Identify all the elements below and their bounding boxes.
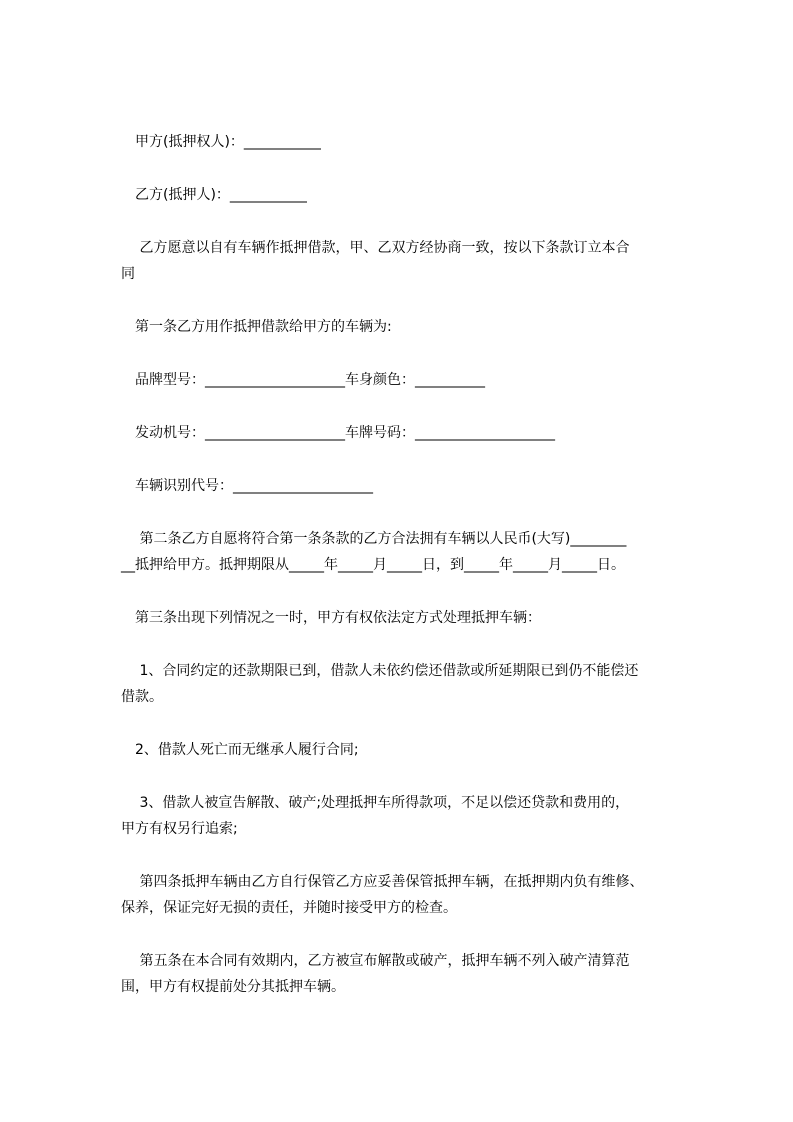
article-3-item-3-line-2: 甲方有权另行追索; xyxy=(121,821,238,837)
article-5-line-1: 第五条在本合同有效期内，乙方被宣布解散或破产，抵押车辆不列入破产清算范 xyxy=(135,953,630,969)
vehicle-engine-plate-line: 发动机号：____________________车牌号码：____________________ xyxy=(135,425,555,441)
preamble-line-1: 乙方愿意以自有车辆作抵押借款，甲、乙双方经协商一致，按以下条款订立本合 xyxy=(135,240,630,256)
article-5-line-2: 围，甲方有权提前处分其抵押车辆。 xyxy=(121,979,345,995)
article-1-heading: 第一条乙方用作抵押借款给甲方的车辆为: xyxy=(135,319,392,335)
article-3-item-3-line-1: 3、借款人被宣告解散、破产;处理抵押车所得款项，不足以偿还贷款和费用的， xyxy=(135,795,630,811)
party-a-line: 甲方(抵押权人)：___________ xyxy=(135,134,321,150)
article-3-heading: 第三条出现下列情况之一时，甲方有权依法定方式处理抵押车辆： xyxy=(135,610,541,626)
article-4-line-1: 第四条抵押车辆由乙方自行保管乙方应妥善保管抵押车辆，在抵押期内负有维修、 xyxy=(135,874,644,890)
vehicle-brand-color-line: 品牌型号：____________________车身颜色：__________ xyxy=(135,372,485,388)
article-3-item-1-line-2: 借款。 xyxy=(121,689,163,705)
preamble-line-2: 同 xyxy=(121,266,135,282)
vehicle-vin-line: 车辆识别代号：____________________ xyxy=(135,478,373,494)
article-2-line-1: 第二条乙方自愿将符合第一条条款的乙方合法拥有车辆以人民币(大写)________ xyxy=(135,531,627,547)
article-3-item-2: 2、借款人死亡而无继承人履行合同; xyxy=(135,742,359,758)
article-3-item-1-line-1: 1、合同约定的还款期限已到，借款人未依约偿还借款或所延期限已到仍不能偿还 xyxy=(135,663,639,679)
party-b-line: 乙方(抵押人)：___________ xyxy=(135,187,307,203)
article-4-line-2: 保养，保证完好无损的责任，并随时接受甲方的检查。 xyxy=(121,900,457,916)
article-2-line-2: __抵押给甲方。抵押期限从_____年_____月_____日，到_____年_____月_____日。 xyxy=(121,557,625,573)
